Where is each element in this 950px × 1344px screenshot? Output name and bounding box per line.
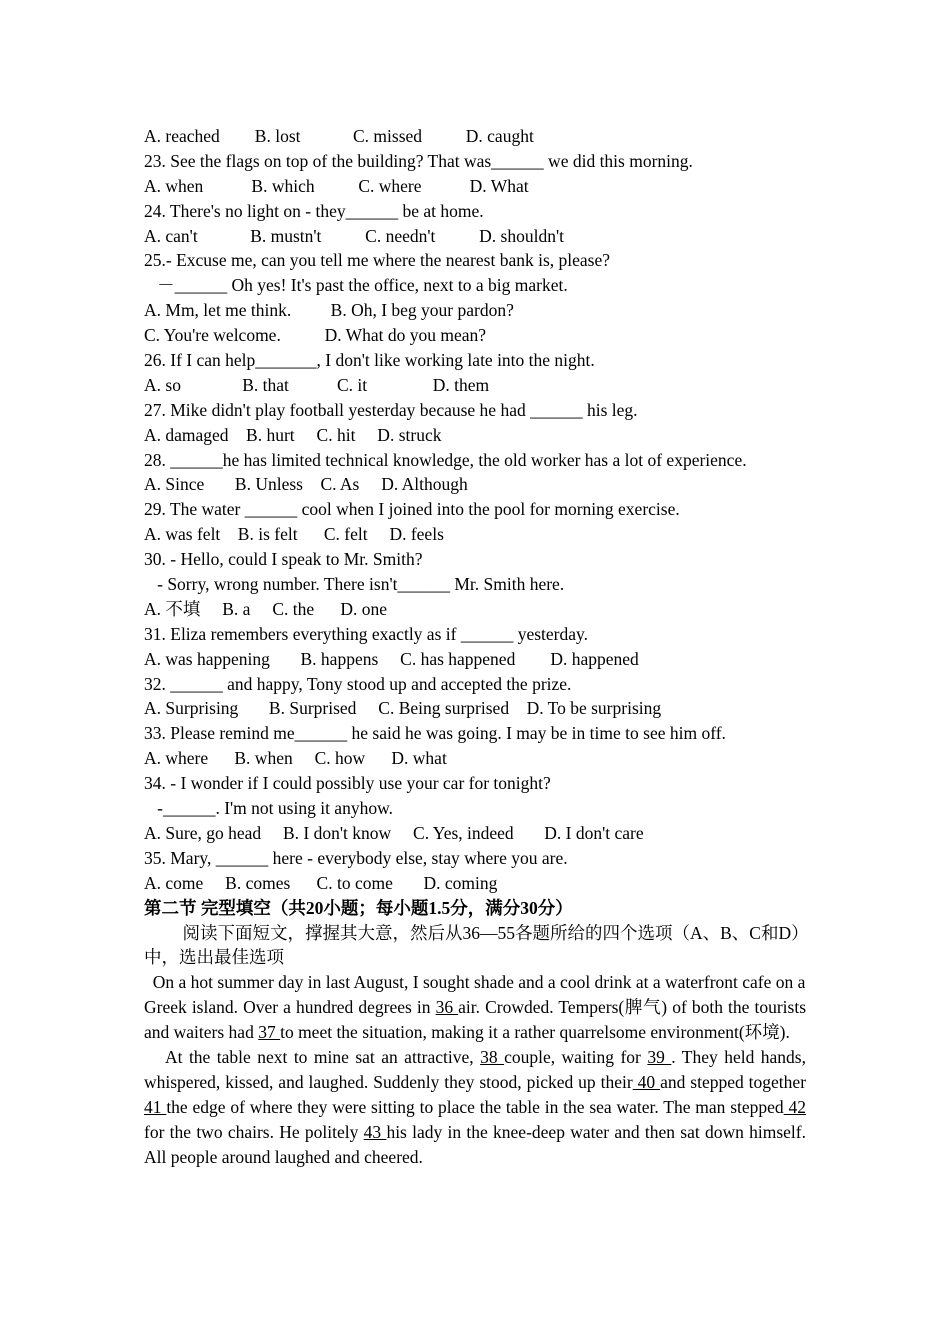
answer-options: A. damaged B. hurt C. hit D. struck	[144, 424, 442, 445]
passage-text: Greek island. Over a hundred degrees in	[144, 997, 436, 1018]
question-line: －______ Oh yes! It's past the office, next to a big market.	[144, 275, 568, 296]
question-line: 30. - Hello, could I speak to Mr. Smith?	[144, 549, 423, 570]
passage-text: At the table next to mine sat an attractive,	[165, 1047, 481, 1068]
question-line: 34. - I wonder if I could possibly use your car for tonight?	[144, 773, 551, 794]
question-line: 24. There's no light on - they______ be at home.	[144, 200, 484, 221]
question-line: 25.- Excuse me, can you tell me where the nearest bank is, please?	[144, 250, 610, 271]
answer-options: A. so B. that C. it D. them	[144, 374, 490, 395]
answer-options: A. can't B. mustn't C. needn't D. shouldn't	[144, 225, 564, 246]
passage-first-line: On a hot summer day in last August, I sought shade and a cool drink at a waterfront cafe on a	[152, 972, 806, 993]
passage-text: the edge of where they were sitting to place the table in the sea water. The man stepped	[166, 1096, 784, 1117]
passage-paragraph-1	[144, 995, 806, 1045]
section-instruction: 阅读下面短文，撑握其大意，然后从36—55各题所给的四个选项（A、B、C和D）中，选出最佳选项	[144, 922, 800, 968]
question-line: 35. Mary, ______ here - everybody else, stay where you are.	[144, 847, 568, 868]
passage-paragraph-2	[144, 1045, 806, 1170]
question-line: 33. Please remind me______ he said he was going. I may be in time to see him off.	[144, 723, 726, 744]
answer-options: A. when B. which C. where D. What	[144, 175, 529, 196]
question-line: 32. ______ and happy, Tony stood up and accepted the prize.	[144, 673, 572, 694]
question-list	[144, 124, 806, 896]
question-line: 27. Mike didn't play football yesterday because he had ______ his leg.	[144, 399, 638, 420]
section-heading: 第二节 完型填空（共20小题；每小题1.5分，满分30分）	[144, 897, 573, 918]
answer-options: A. Sure, go head B. I don't know C. Yes, indeed D. I don't care	[144, 822, 644, 843]
passage-text: to meet the situation, making it a rather quarrelsome environment(环境).	[280, 1022, 790, 1043]
blank-40: 40	[632, 1071, 661, 1092]
blank-41: 41	[144, 1096, 167, 1117]
blank-37: 37	[258, 1022, 281, 1043]
blank-38: 38	[480, 1047, 505, 1068]
question-line: 23. See the flags on top of the building? That was______ we did this morning.	[144, 150, 693, 171]
answer-options: A. was happening B. happens C. has happened D. happened	[144, 648, 639, 669]
answer-options: A. Mm, let me think. B. Oh, I beg your pardon?	[144, 300, 514, 321]
exam-page	[144, 124, 806, 1170]
question-line: -______. I'm not using it anyhow.	[144, 798, 393, 819]
question-line: 31. Eliza remembers everything exactly as if ______ yesterday.	[144, 623, 588, 644]
passage-text: couple, waiting for	[504, 1047, 648, 1068]
answer-options: A. was felt B. is felt C. felt D. feels	[144, 524, 444, 545]
answer-options: A. where B. when C. how D. what	[144, 748, 447, 769]
question-line: 29. The water ______ cool when I joined into the pool for morning exercise.	[144, 499, 680, 520]
passage-text: . They held hands, whispered, kissed, and laughed. Suddenly they stood, picked up their	[144, 1047, 806, 1092]
answer-options: A. come B. comes C. to come D. coming	[144, 872, 498, 893]
passage-text: for the two chairs. He politely	[144, 1121, 364, 1142]
question-line: 26. If I can help_______, I don't like working late into the night.	[144, 350, 595, 371]
blank-36: 36	[435, 997, 459, 1018]
question-line: 28. ______he has limited technical knowledge, the old worker has a lot of experience.	[144, 449, 747, 470]
passage-text: his lady in the knee-deep water and then sat down himself. All people around laughed and cheered.	[144, 1121, 806, 1167]
answer-options: A. reached B. lost C. missed D. caught	[144, 126, 534, 146]
passage-text: and stepped together	[660, 1071, 807, 1092]
answer-options: A. Since B. Unless C. As D. Although	[144, 474, 468, 495]
blank-39: 39	[647, 1047, 672, 1068]
question-line: - Sorry, wrong number. There isn't______ Mr. Smith here.	[144, 574, 565, 595]
answer-options: C. You're welcome. D. What do you mean?	[144, 325, 487, 346]
passage-text: air. Crowded. Tempers(脾气) of both the tourists and waiters had	[144, 997, 807, 1043]
blank-43: 43	[363, 1121, 387, 1142]
answer-options: A. 不填 B. a C. the D. one	[144, 598, 388, 619]
answer-options: A. Surprising B. Surprised C. Being surprised D. To be surprising	[144, 698, 662, 719]
blank-42: 42	[783, 1096, 806, 1117]
